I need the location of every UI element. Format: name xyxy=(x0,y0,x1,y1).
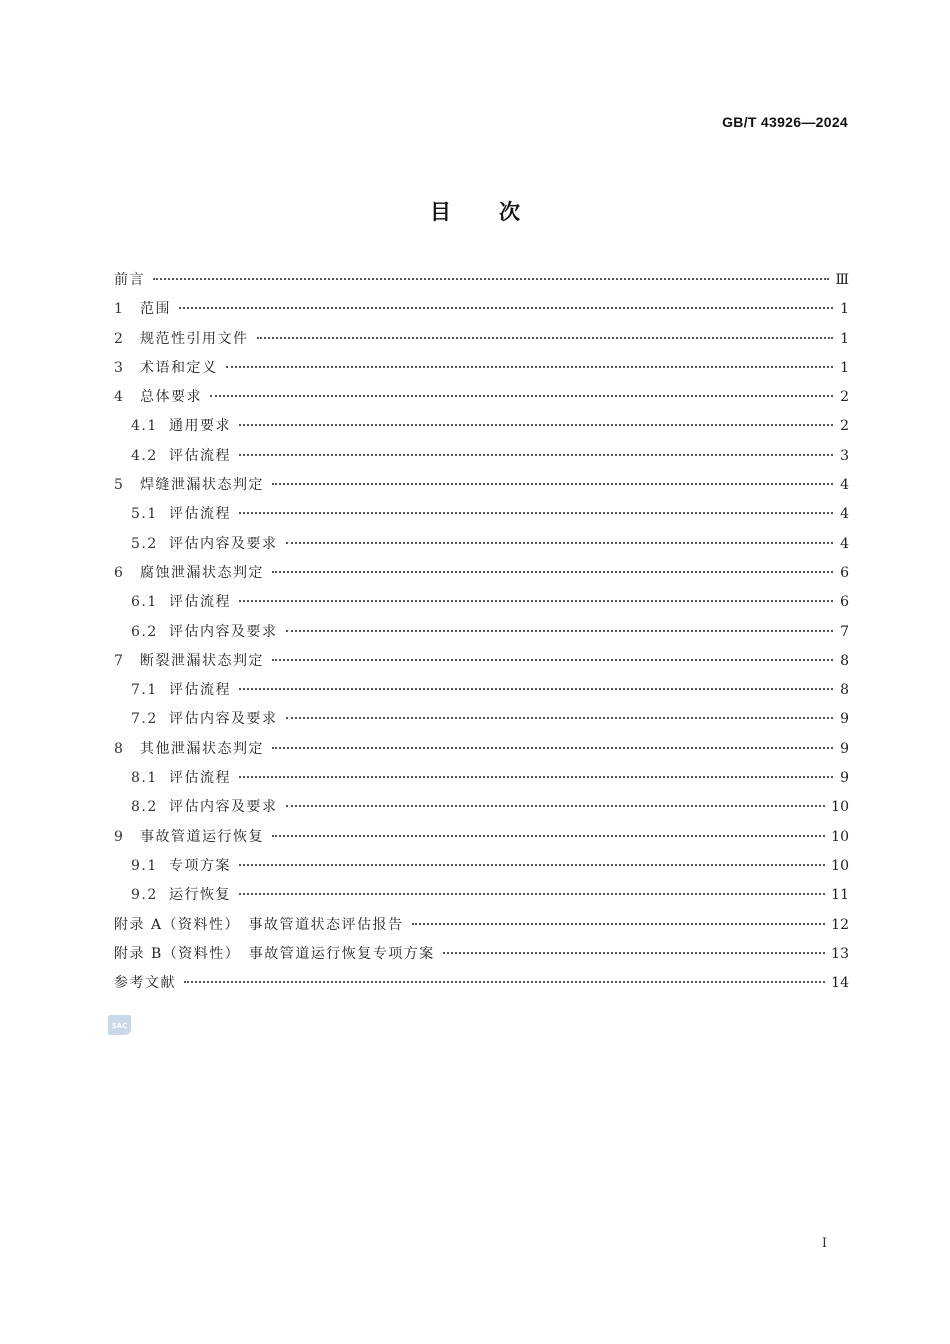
toc-entry[interactable] xyxy=(114,386,849,415)
toc-entry-number: 8 xyxy=(114,740,125,757)
toc-entry[interactable] xyxy=(114,445,849,474)
toc-entry-number: 7.2 xyxy=(131,711,158,728)
toc-entry-number: 8.1 xyxy=(131,770,158,787)
dot-leader xyxy=(239,892,825,895)
dot-leader xyxy=(257,336,834,339)
toc-entry[interactable] xyxy=(114,972,849,1001)
toc-entry-number: 8.2 xyxy=(131,799,158,816)
dot-leader xyxy=(226,365,834,368)
toc-entry-number: 5.1 xyxy=(131,506,158,523)
dot-leader xyxy=(272,834,825,837)
toc-entry-number: 9.2 xyxy=(131,887,158,904)
dot-leader xyxy=(239,687,833,690)
toc-entry[interactable] xyxy=(114,298,849,327)
toc-entry-page: 1 xyxy=(840,330,849,347)
toc-entry-label: 规范性引用文件 xyxy=(140,330,249,347)
toc-entry[interactable] xyxy=(114,591,849,620)
toc-entry-label: 参考文献 xyxy=(114,975,176,992)
toc-entry-number: 4.2 xyxy=(131,447,158,464)
toc-entry-label: 术语和定义 xyxy=(140,359,218,376)
toc-entry-label: 附录 B（资料性） 事故管道运行恢复专项方案 xyxy=(114,945,435,962)
toc-entry-page: 4 xyxy=(840,535,849,552)
toc-entry-label: 腐蚀泄漏状态判定 xyxy=(140,564,264,581)
toc-entry[interactable] xyxy=(114,621,849,650)
toc-entry-page: 1 xyxy=(840,359,849,376)
toc-entry-label: 前言 xyxy=(114,272,145,288)
toc-entry-label: 断裂泄漏状态判定 xyxy=(140,652,264,669)
toc-entry-page: 9 xyxy=(840,740,849,757)
toc-entry-number: 6 xyxy=(114,564,125,581)
toc-entry-page: 2 xyxy=(840,389,849,406)
toc-entry-page: Ⅲ xyxy=(835,272,849,288)
dot-leader xyxy=(272,482,833,485)
toc-entry-page: 6 xyxy=(840,564,849,581)
toc-entry-label: 评估流程 xyxy=(169,447,231,464)
toc-entry-page: 10 xyxy=(831,799,849,816)
toc-entry[interactable] xyxy=(114,562,849,591)
page-title: 目次 xyxy=(430,200,568,224)
toc-entry-page: 4 xyxy=(840,506,849,523)
toc-entry-number: 4.1 xyxy=(131,418,158,435)
dot-leader xyxy=(239,599,833,602)
toc-entry-label: 焊缝泄漏状态判定 xyxy=(140,477,264,494)
svg-text:SAC: SAC xyxy=(111,1022,128,1030)
toc-entry[interactable] xyxy=(114,679,849,708)
toc-entry-page: 3 xyxy=(840,447,849,464)
table-of-contents xyxy=(114,269,849,1001)
toc-entry[interactable] xyxy=(114,914,849,943)
toc-entry-page: 11 xyxy=(831,887,849,904)
toc-entry-label: 评估流程 xyxy=(169,682,231,699)
toc-entry-label: 评估流程 xyxy=(169,594,231,611)
toc-entry-page: 10 xyxy=(831,857,849,874)
dot-leader xyxy=(443,951,825,954)
dot-leader xyxy=(210,394,833,397)
standard-number: GB/T 43926—2024 xyxy=(722,114,848,130)
toc-entry[interactable] xyxy=(114,533,849,562)
dot-leader xyxy=(286,804,826,807)
dot-leader xyxy=(239,423,833,426)
dot-leader xyxy=(179,306,833,309)
toc-entry-page: 4 xyxy=(840,477,849,494)
toc-entry-label: 总体要求 xyxy=(140,389,202,406)
toc-entry[interactable] xyxy=(114,357,849,386)
toc-entry-number: 6.2 xyxy=(131,623,158,640)
toc-entry[interactable] xyxy=(114,884,849,913)
toc-entry[interactable] xyxy=(114,708,849,737)
toc-entry-number: 7.1 xyxy=(131,682,158,699)
toc-entry-page: 9 xyxy=(840,711,849,728)
dot-leader xyxy=(286,716,834,719)
toc-entry-label: 专项方案 xyxy=(169,857,231,874)
toc-entry[interactable] xyxy=(114,943,849,972)
toc-entry[interactable] xyxy=(114,415,849,444)
toc-entry-label: 事故管道运行恢复 xyxy=(140,828,264,845)
dot-leader xyxy=(286,629,834,632)
toc-entry-page: 14 xyxy=(831,975,849,992)
dot-leader xyxy=(239,775,833,778)
toc-entry-page: 8 xyxy=(840,652,849,669)
toc-entry-label: 评估流程 xyxy=(169,506,231,523)
dot-leader xyxy=(412,922,826,925)
toc-entry[interactable] xyxy=(114,826,849,855)
toc-entry-page: 9 xyxy=(840,770,849,787)
toc-entry-number: 5 xyxy=(114,477,125,494)
toc-entry-label: 评估内容及要求 xyxy=(169,535,278,552)
sac-logo-icon xyxy=(107,1013,132,1037)
toc-entry-number: 6.1 xyxy=(131,594,158,611)
dot-leader xyxy=(184,980,825,983)
dot-leader xyxy=(272,746,833,749)
toc-entry[interactable] xyxy=(114,328,849,357)
toc-entry-label: 通用要求 xyxy=(169,418,231,435)
toc-entry-label: 附录 A（资料性） 事故管道状态评估报告 xyxy=(114,916,404,933)
toc-entry[interactable] xyxy=(114,503,849,532)
toc-entry-label: 其他泄漏状态判定 xyxy=(140,740,264,757)
toc-entry-label: 评估内容及要求 xyxy=(169,711,278,728)
toc-entry-number: 9.1 xyxy=(131,857,158,874)
toc-entry-number: 3 xyxy=(114,359,125,376)
toc-entry[interactable] xyxy=(114,767,849,796)
dot-leader xyxy=(239,453,833,456)
toc-entry[interactable] xyxy=(114,269,849,298)
toc-entry-page: 8 xyxy=(840,682,849,699)
dot-leader xyxy=(239,511,833,514)
toc-entry[interactable] xyxy=(114,474,849,503)
toc-entry-page: 10 xyxy=(831,828,849,845)
toc-entry-page: 1 xyxy=(840,301,849,318)
dot-leader xyxy=(153,277,829,280)
toc-entry[interactable] xyxy=(114,650,849,679)
page-number: Ⅰ xyxy=(821,1236,827,1251)
toc-entry-number: 2 xyxy=(114,330,125,347)
toc-entry-number: 7 xyxy=(114,652,125,669)
toc-entry-number: 4 xyxy=(114,389,125,406)
toc-entry-number: 5.2 xyxy=(131,535,158,552)
toc-entry-label: 评估内容及要求 xyxy=(169,623,278,640)
dot-leader xyxy=(286,541,834,544)
toc-entry-page: 7 xyxy=(840,623,849,640)
toc-entry-number: 1 xyxy=(114,301,125,318)
toc-entry-label: 运行恢复 xyxy=(169,887,231,904)
dot-leader xyxy=(272,658,833,661)
toc-entry-page: 12 xyxy=(831,916,849,933)
toc-entry-number: 9 xyxy=(114,828,125,845)
dot-leader xyxy=(239,863,825,866)
toc-entry-label: 范围 xyxy=(140,301,171,318)
toc-entry[interactable] xyxy=(114,796,849,825)
toc-entry-label: 评估流程 xyxy=(169,770,231,787)
toc-entry-page: 2 xyxy=(840,418,849,435)
toc-entry[interactable] xyxy=(114,738,849,767)
toc-entry-label: 评估内容及要求 xyxy=(169,799,278,816)
toc-entry-page: 6 xyxy=(840,594,849,611)
toc-entry-page: 13 xyxy=(831,945,849,962)
toc-entry[interactable] xyxy=(114,855,849,884)
dot-leader xyxy=(272,570,833,573)
